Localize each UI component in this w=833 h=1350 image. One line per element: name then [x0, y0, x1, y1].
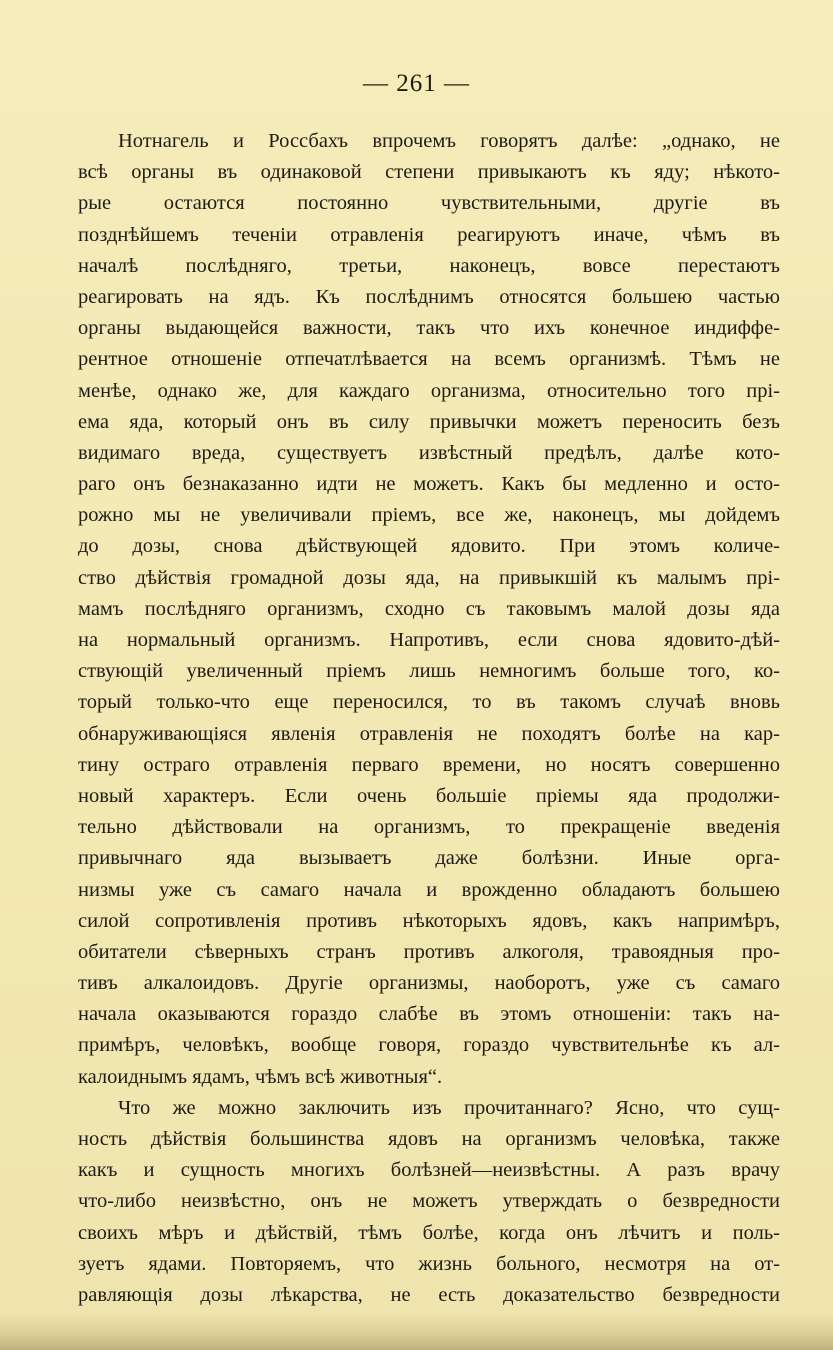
text-line: началѣ послѣдняго, третьи, наконецъ, вовсе перестаютъ: [78, 254, 780, 277]
text-line: ема яда, который онъ въ силу привычки можетъ переносить безъ: [78, 410, 780, 433]
body-text: [78, 126, 780, 1311]
text-line: новый характеръ. Если очень большіе пріемы яда продолжи-: [78, 784, 780, 807]
text-line: ствующій увеличенный пріемъ лишь немногимъ больше того, ко-: [78, 660, 780, 683]
text-line: обитатели сѣверныхъ странъ противъ алкоголя, травоядныя про-: [78, 940, 780, 963]
text-line: всѣ органы въ одинаковой степени привыкаютъ къ яду; нѣкото-: [78, 161, 780, 184]
page-bottom-edge: [0, 1314, 833, 1350]
text-line: обнаруживающіяся явленія отравленія не походятъ болѣе на кар-: [78, 722, 780, 745]
text-line: видимаго вреда, существуетъ извѣстный предѣлъ, далѣе кото-: [78, 441, 780, 464]
text-line: раго онъ безнаказанно идти не можетъ. Какъ бы медленно и осто-: [78, 473, 780, 496]
text-line: тельно дѣйствовали на организмъ, то прекращеніе введенія: [78, 816, 780, 839]
text-line: силой сопротивленія противъ нѣкоторыхъ ядовъ, какъ напримѣръ,: [78, 909, 780, 932]
text-line: Нотнагель и Россбахъ впрочемъ говорятъ далѣе: „однако, не: [118, 130, 780, 152]
text-line: равляющія дозы лѣкарства, не есть доказательство безвредности: [78, 1283, 780, 1306]
paragraph: [78, 1093, 780, 1311]
text-line: что-либо неизвѣстно, онъ не можетъ утверждать о безвредности: [78, 1190, 780, 1213]
text-line: рентное отношеніе отпечатлѣвается на всемъ организмѣ. Тѣмъ не: [78, 348, 780, 371]
text-line: какъ и сущность многихъ болѣзней—неизвѣстны. А разъ врачу: [78, 1159, 780, 1182]
text-line: менѣе, однако же, для каждаго организма, относительно того прі-: [78, 379, 780, 402]
text-line: до дозы, снова дѣйствующей ядовито. При этомъ количе-: [78, 535, 780, 558]
text-line: ство дѣйствія громадной дозы яда, на привыкшій къ малымъ прі-: [78, 566, 780, 589]
text-line: ность дѣйствія большинства ядовъ на организмъ человѣка, также: [78, 1128, 780, 1150]
text-line: калоиднымъ ядамъ, чѣмъ всѣ животныя“.: [78, 1065, 443, 1088]
page-number: — 261 —: [363, 70, 470, 97]
text-line: органы выдающейся важности, такъ что ихъ конечное индиффе-: [78, 317, 780, 340]
text-line: Что же можно заключить изъ прочитаннаго? Ясно, что сущ-: [118, 1096, 780, 1119]
text-line: реагировать на ядъ. Къ послѣднимъ относятся большею частью: [78, 285, 780, 308]
text-line: тивъ алкалоидовъ. Другіе организмы, наоборотъ, уже съ самаго: [78, 972, 780, 995]
text-line: рожно мы не увеличивали пріемъ, все же, наконецъ, мы дойдемъ: [78, 504, 780, 527]
text-line: начала оказываются гораздо слабѣе въ этомъ отношеніи: такъ на-: [78, 1003, 780, 1026]
text-line: своихъ мѣръ и дѣйствій, тѣмъ болѣе, когда онъ лѣчитъ и поль-: [78, 1221, 780, 1244]
text-line: примѣръ, человѣкъ, вообще говоря, гораздо чувствительнѣе къ ал-: [78, 1034, 780, 1057]
text-line: позднѣйшемъ теченіи отравленія реагируютъ иначе, чѣмъ въ: [78, 223, 780, 246]
text-line: мамъ послѣдняго организмъ, сходно съ таковымъ малой дозы яда: [78, 597, 780, 620]
text-line: тину остраго отравленія перваго времени, но носятъ совершенно: [78, 753, 780, 776]
text-line: рые остаются постоянно чувствительными, другіе въ: [78, 192, 780, 215]
text-line: зуетъ ядами. Повторяемъ, что жизнь больного, несмотря на от-: [78, 1252, 780, 1275]
text-line: привычнаго яда вызываетъ даже болѣзни. Иные орга-: [78, 847, 780, 870]
paragraph: [78, 126, 780, 1093]
text-line: на нормальный организмъ. Напротивъ, если снова ядовито-дѣй-: [78, 629, 780, 651]
text-line: низмы уже съ самаго начала и врожденно обладаютъ большею: [78, 878, 780, 901]
text-line: торый только-что еще переносился, то въ такомъ случаѣ вновь: [78, 691, 780, 714]
